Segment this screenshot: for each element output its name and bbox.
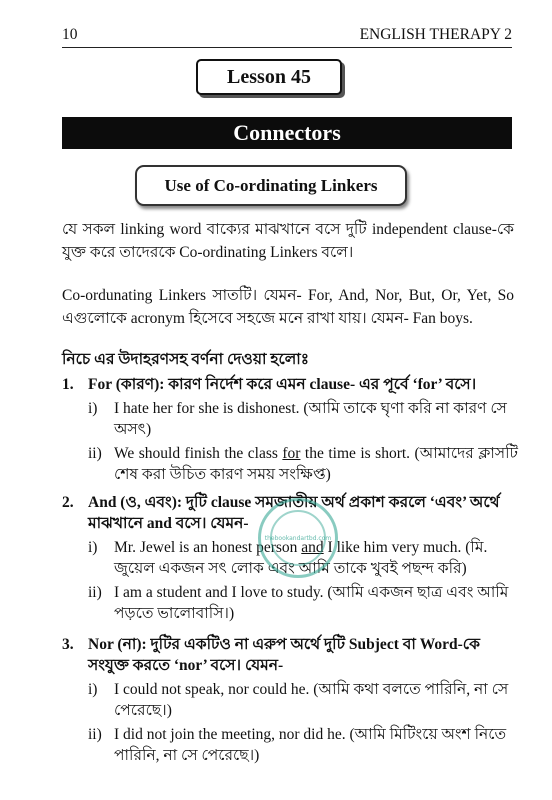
example-numeral: ii) <box>88 726 102 743</box>
linker-item-for <box>62 374 518 485</box>
item-number: 2. <box>62 494 74 511</box>
example-text: I hate her for she is dishonest. (আমি তাকে ঘৃণা করি না কারণ সে অসৎ) <box>114 400 507 438</box>
example-text: I did not join the meeting, nor did he. (আমি মিটিংয়ে অংশ নিতে পারিনি, না সে পেরেছে।) <box>114 726 507 764</box>
chapter-banner: Connectors <box>62 117 512 149</box>
example-text-part: We should finish the class <box>114 445 283 462</box>
underlined-linker: for <box>282 445 301 462</box>
example-row <box>88 582 518 624</box>
item-number: 1. <box>62 376 74 393</box>
example-row <box>88 724 518 766</box>
section-subheading: Use of Co-ordinating Linkers <box>135 165 407 206</box>
example-text: I could not speak, nor could he. (আমি কথা বলতে পারিনি, না সে পেরেছে।) <box>114 681 509 719</box>
item-heading: And (ও, এবং): দুটি clause সমজাতীয় অর্থ প্রকাশ করলে ‘এবং’ অর্থে মাঝখানে and বসে। যেমন- <box>88 494 500 532</box>
list-intro-paragraph: Co-ordunating Linkers সাতটি। যেমন- For, And, Nor, But, Or, Yet, So এগুলোকে acronym হিসেবে সহজে মনে রাখা যায়। যেমন- Fan boys. <box>62 287 514 327</box>
example-text <box>114 443 518 485</box>
linker-item-nor <box>62 634 518 766</box>
example-numeral: ii) <box>88 445 102 462</box>
watermark-seal <box>258 498 338 578</box>
page-header <box>62 22 512 48</box>
example-row <box>88 679 518 721</box>
example-numeral: i) <box>88 400 98 417</box>
book-title: ENGLISH THERAPY 2 <box>359 26 512 43</box>
example-numeral: i) <box>88 539 98 556</box>
lesson-title: Lesson 45 <box>196 59 342 95</box>
example-numeral: ii) <box>88 584 102 601</box>
watermark-text: thebookandartbd.com <box>270 510 326 566</box>
example-text-part: Mr. Jewel is an honest person <box>114 539 302 556</box>
example-row <box>88 443 518 485</box>
example-text-part: I like him very much. (মি. জুয়েল একজন সৎ লোক এবং আমি তাকে খুবই পছন্দ করি) <box>114 539 488 577</box>
item-heading: Nor (না): দুটির একটিও না এরুপ অর্থে দুটি Subject বা Word-কে সংযুক্ত করতে ‘nor’ বসে। যেমন- <box>88 636 480 674</box>
item-heading: For (কারণ): কারণ নির্দেশ করে এমন clause- এর পূর্বে ‘for’ বসে। <box>88 376 477 393</box>
example-row <box>88 398 518 440</box>
intro-paragraph: যে সকল linking word বাক্যের মাঝখানে বসে দুটি independent clause-কে যুক্ত করে তাদেরকে Co-ordinating Linkers বলে। <box>62 221 514 261</box>
example-text: I am a student and I love to study. (আমি একজন ছাত্র এবং আমি পড়তে ভালোবাসি।) <box>114 584 509 622</box>
page-number: 10 <box>62 26 78 43</box>
examples-heading: নিচে এর উদাহরণসহ বর্ণনা দেওয়া হলোঃ <box>62 351 309 368</box>
underlined-linker: and <box>301 539 324 556</box>
item-number: 3. <box>62 636 74 653</box>
example-text-part: the time is short. (আমাদের ক্লাসটি শেষ করা উচিত কারণ সময় সংক্ষিপ্ত) <box>114 445 519 483</box>
example-numeral: i) <box>88 681 98 698</box>
